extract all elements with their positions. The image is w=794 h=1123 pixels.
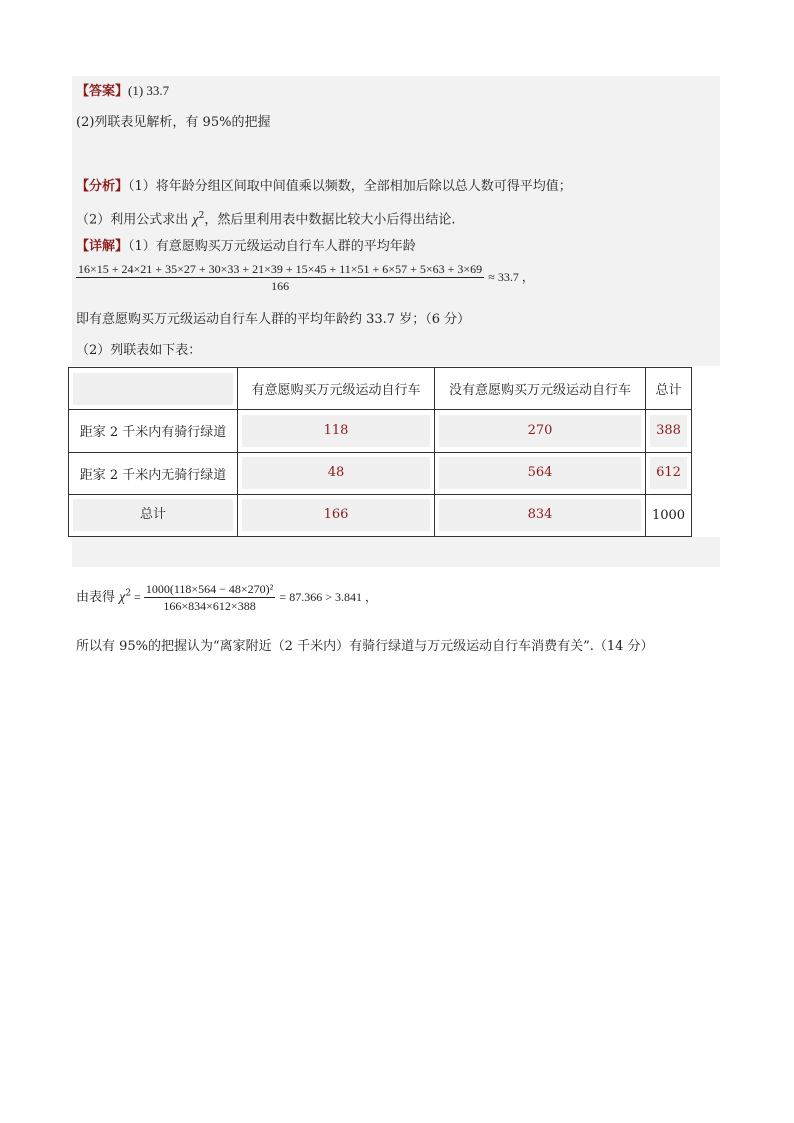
detail-tag: 【详解】 [76, 239, 129, 254]
row-label: 距家 2 千米内有骑行绿道 [69, 410, 238, 452]
conclusion: 所以有 95%的把握认为“离家附近（2 千米内）有骑行绿道与万元级运动自行车消费有关”.（14 分） [76, 639, 654, 654]
header-cell-total: 总计 [646, 368, 692, 410]
table-row [69, 452, 692, 494]
analysis-text2b: ，然后里利用表中数据比较大小后得出结论. [204, 212, 456, 228]
header-cell-empty [69, 368, 238, 410]
table-cell: 388 [646, 410, 692, 452]
chi-superscript: 2 [198, 211, 205, 221]
row-label: 距家 2 千米内无骑行绿道 [69, 452, 238, 494]
chi-result: = 87.366 > 3.841 ， [279, 590, 377, 604]
chi-symbol: χ [192, 212, 199, 228]
table-cell: 834 [435, 494, 646, 536]
table-row [69, 494, 692, 536]
table-bottom-band [72, 537, 720, 567]
analysis-text1: （1）将年龄分组区间取中间值乘以频数，全部相加后除以总人数可得平均值； [128, 179, 572, 194]
contingency-table [68, 367, 692, 537]
answer-band [72, 76, 720, 106]
analysis-tag: 【分析】 [76, 179, 129, 194]
table-row [69, 410, 692, 452]
analysis-line2 [76, 207, 455, 229]
analysis-line1 [76, 178, 572, 196]
analysis-text2a: （2）利用公式求出 [76, 212, 193, 228]
header-cell-unwilling: 没有意愿购买万元级运动自行车 [435, 368, 646, 410]
chi-superscript-2: 2 [125, 588, 132, 599]
chi-denominator: 166×834×612×388 [163, 599, 256, 613]
table-cell: 612 [646, 452, 692, 494]
detail-line1 [76, 238, 416, 256]
chi-prefix: 由表得 [76, 590, 120, 605]
answer-part2: (2)列联表见解析，有 95%的把握 [76, 115, 271, 130]
chi-eq: = [131, 590, 144, 604]
chi-fraction [144, 582, 275, 613]
mean-result: ≈ 33.7 ， [488, 270, 534, 284]
table-cell: 1000 [646, 494, 692, 536]
answer-line [76, 82, 169, 101]
mean-denominator: 166 [271, 279, 290, 293]
table-cell: 270 [435, 410, 646, 452]
table-cell: 118 [238, 410, 435, 452]
answer-part1: (1) 33.7 [128, 83, 170, 98]
mean-fraction [76, 262, 484, 293]
chi-square-formula [76, 582, 377, 613]
detail-line4: （2）列联表如下表： [76, 343, 202, 358]
chi-symbol-2: χ [119, 590, 126, 605]
chi-numerator: 1000(118×564 − 48×270)² [145, 582, 274, 596]
answer-tag: 【答案】 [76, 84, 129, 99]
mean-formula [76, 262, 534, 293]
table-cell: 48 [238, 452, 435, 494]
header-cell-willing: 有意愿购买万元级运动自行车 [238, 368, 435, 410]
table-cell: 564 [435, 452, 646, 494]
detail-line3: 即有意愿购买万元级运动自行车人群的平均年龄约 33.7 岁；（6 分） [76, 312, 471, 327]
table-header-row [69, 368, 692, 410]
mean-numerator: 16×15 + 24×21 + 35×27 + 30×33 + 21×39 + 15×45 + 11×51 + 6×57 + 5×63 + 3×69 [78, 262, 483, 276]
detail-text1: （1）有意愿购买万元级运动自行车人群的平均年龄 [128, 239, 416, 254]
row-label-total: 总计 [69, 494, 238, 536]
table-cell: 166 [238, 494, 435, 536]
